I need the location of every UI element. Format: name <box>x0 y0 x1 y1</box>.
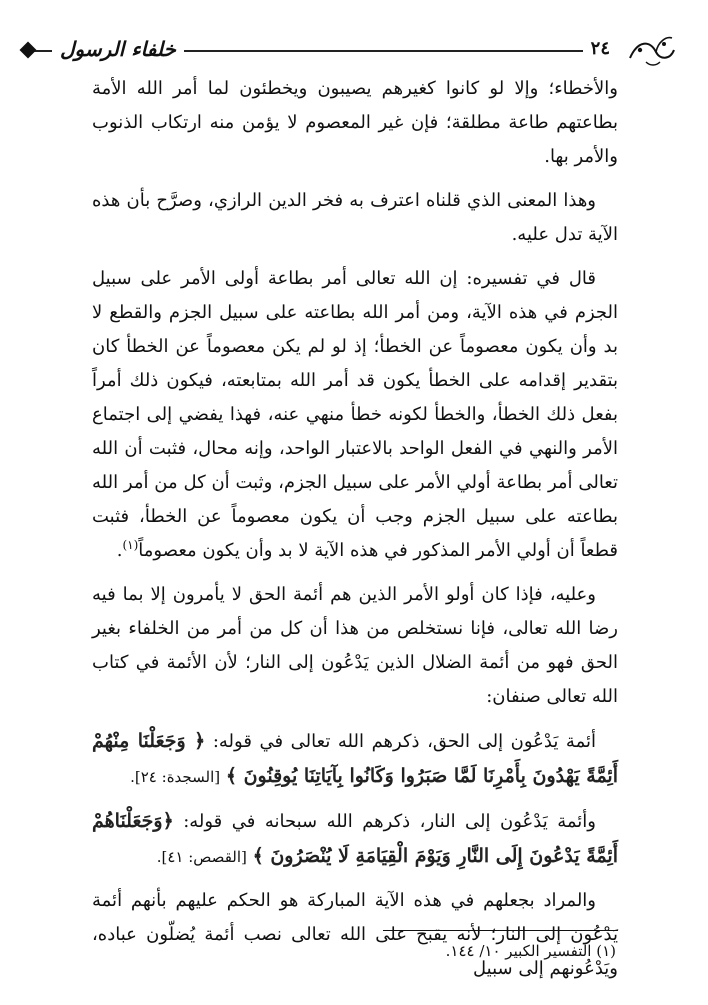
paragraph-text: أئمة يَدْعُون إلى الحق، ذكرهم الله تعالى في قوله: <box>212 731 596 752</box>
paragraph-text: والأخطاء؛ وإلا لو كانوا كغيرهم يصيبون ويخطئون لما أمر الله الأمة بطاعتهم طاعة مطلقة؛ فإن غير المعصوم لا يؤمن منه ارتكاب الذنوب والأمر بها. <box>92 78 618 167</box>
quran-verse: ﴿وَجَعَلْنَاهُمْ أَئِمَّةً يَدْعُونَ إِلَى النَّارِ وَيَوْمَ الْقِيَامَةِ لَا يُنْصَرُونَ ﴾ <box>92 810 618 867</box>
paragraph-text: وأئمة يَدْعُون إلى النار، ذكرهم الله سبحانه في قوله: <box>183 811 596 832</box>
quran-verse: ﴿ وَجَعَلْنَا مِنْهُمْ أَئِمَّةً يَهْدُونَ بِأَمْرِنَا لَمَّا صَبَرُوا وَكَانُوا بِآيَاتِنَا يُوقِنُونَ ﴾ <box>92 730 618 787</box>
paragraph-text: قال في تفسيره: إن الله تعالى أمر بطاعة أولى الأمر على سبيل الجزم في هذه الآية، ومن أمر الله بطاعته على سبيل الجزم والقطع لا بد وأن يكون معصوماً عن الخطأ؛ إذ لو لم يكن معصوماً عن الخطأ كان بتقدير إقدامه على الخطأ يكون قد أمر الله بمتابعته، فيكون ذلك أمراً بفعل ذلك الخطأ، والخطأ لكونه خطأ منهي عنه، فهذا يفضي إلى اجتماع الأمر والنهي في الفعل الواحد بالاعتبار الواحد، وإنه محال، فثبت أن الله تعالى أمر بطاعة أولي الأمر على سبيل الجزم، وثبت أن كل من أمر الله بطاعته على سبيل الجزم وجب أن يكون معصوماً عن الخطأ، فثبت قطعاً أن أولي الأمر المذكور في هذه الآية لا بد وأن يكون معصوماً <box>92 268 618 561</box>
diamond-ornament-icon <box>20 42 37 59</box>
paragraph-text: والمراد بجعلهم في هذه الآية المباركة هو الحكم عليهم بأنهم أئمة يَدْعُون إلى النار؛ لأنه يقبح على الله تعالى نصب أئمة يُضلّون عباده، ويَدْعُونهم إلى سبيل <box>92 890 618 979</box>
paragraph-text: وهذا المعنى الذي قلناه اعترف به فخر الدين الرازي، وصرَّح بأن هذه الآية تدل عليه. <box>92 190 618 245</box>
page-number: ٢٤ <box>583 34 618 64</box>
paragraph <box>92 578 618 714</box>
paragraph <box>92 884 618 986</box>
floral-ornament-icon <box>626 30 678 70</box>
paragraph <box>92 184 618 252</box>
footnote: (١) التفسير الكبير ١٠/ ١٤٤. <box>445 942 616 960</box>
footnote-ref: (١) <box>122 538 139 552</box>
footnote-separator <box>383 930 618 931</box>
paragraph <box>92 72 618 174</box>
paragraph <box>92 262 618 568</box>
main-text <box>92 72 618 996</box>
page-header <box>22 30 678 70</box>
verse-reference: [السجدة: ٢٤]. <box>130 768 221 786</box>
paragraph-quran <box>92 724 618 794</box>
running-title: خلفاء الرسول <box>52 34 184 64</box>
paragraph-text: وعليه، فإذا كان أولو الأمر الذين هم أئمة الحق لا يأمرون إلا بما فيه رضا الله تعالى، فإنا نستخلص من هذا أن كل من أمر من الخلفاء بغير الحق فهو من أئمة الضلال الذين يَدْعُون إلى النار؛ لأن الأئمة في كتاب الله تعالى صنفان: <box>92 584 618 707</box>
paragraph-end: . <box>116 540 123 561</box>
paragraph-quran <box>92 804 618 874</box>
verse-reference: [القصص: ٤١]. <box>156 848 247 866</box>
